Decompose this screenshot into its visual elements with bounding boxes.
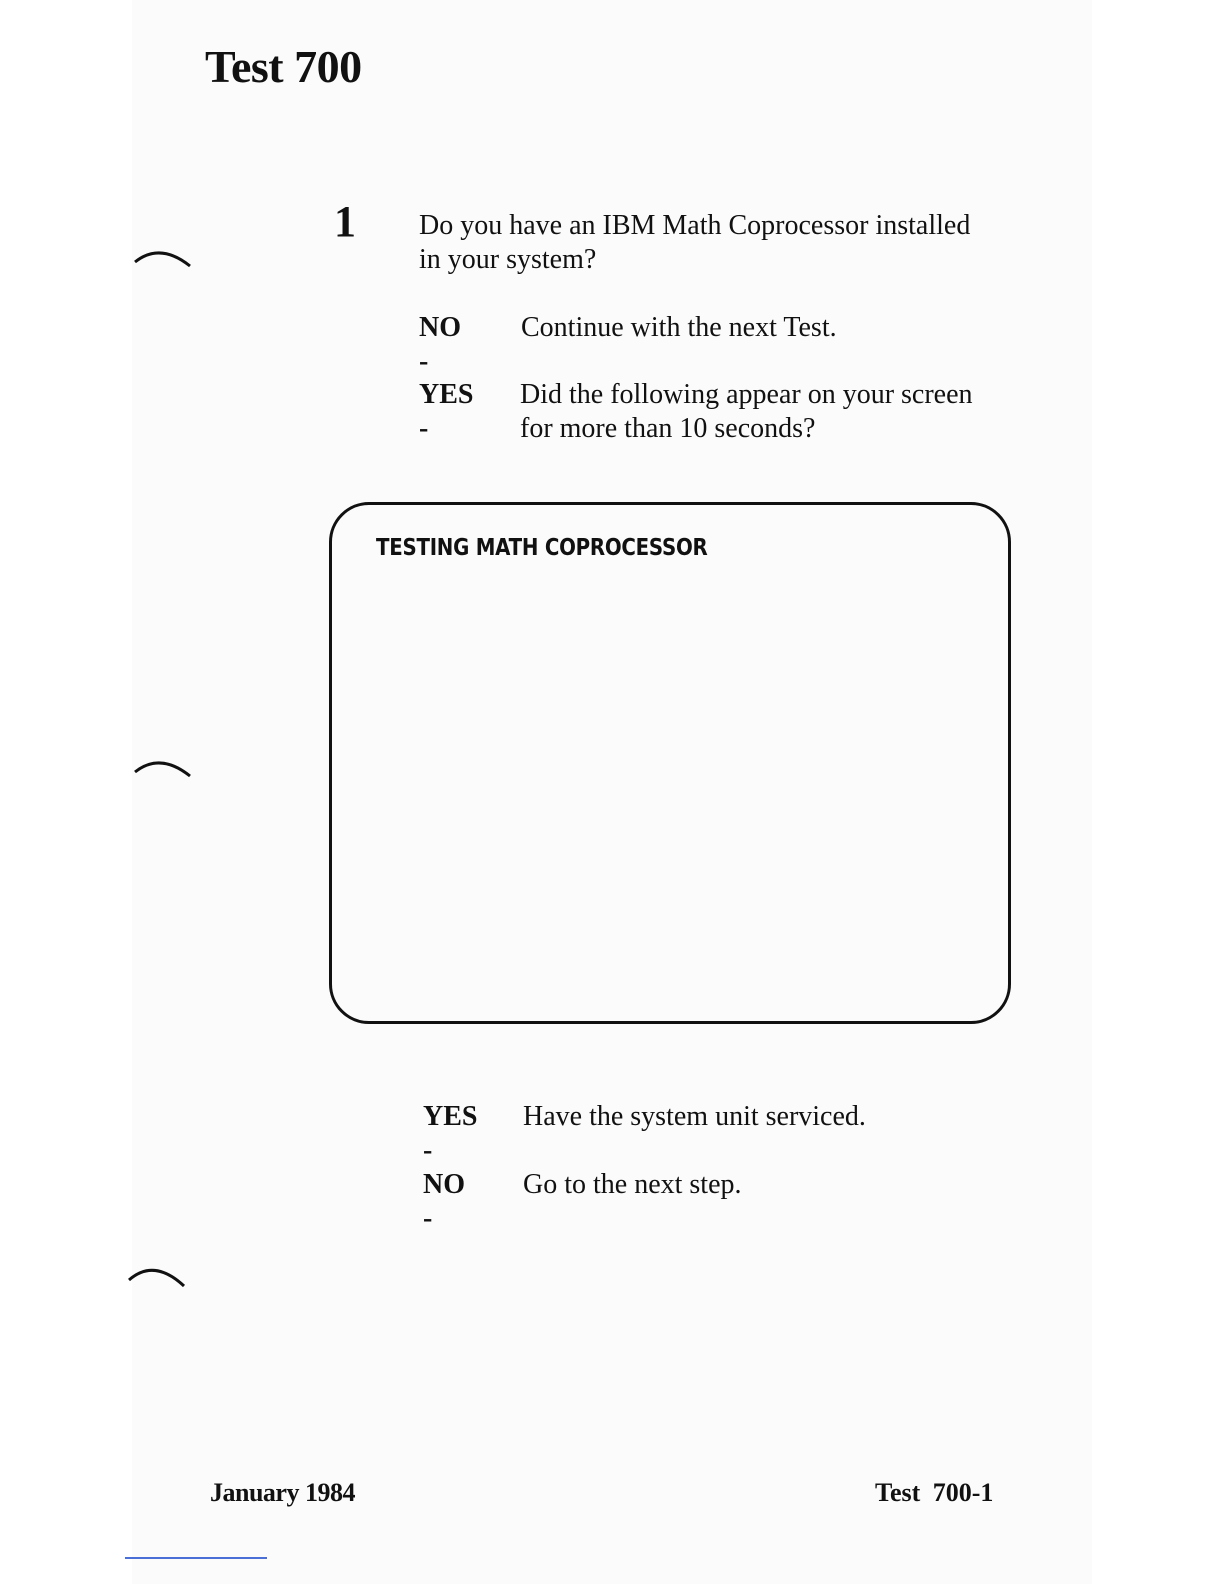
- bottom-rule: [125, 1557, 267, 1559]
- answer-key: YES -: [423, 1101, 478, 1166]
- answer-text: Have the system unit serviced.: [523, 1101, 866, 1132]
- screen-display-box: [329, 502, 1011, 1024]
- answer-text: Continue with the next Test.: [521, 312, 837, 343]
- footer-date: January 1984: [210, 1478, 355, 1507]
- answer-key: NO -: [423, 1169, 465, 1234]
- step-question: Do you have an IBM Math Coprocessor installed in your system?: [419, 210, 971, 275]
- binder-hole-mark-icon: [132, 750, 194, 780]
- screen-display-text: TESTING MATH COPROCESSOR: [376, 535, 708, 561]
- binder-hole-mark-icon: [126, 1258, 188, 1290]
- answer-key: YES -: [419, 379, 474, 444]
- answer-text: Go to the next step.: [523, 1169, 742, 1200]
- answer-text-line2: for more than 10 seconds?: [520, 413, 816, 444]
- answer-text-line1: Did the following appear on your screen: [520, 379, 973, 410]
- page-title: Test 700: [205, 41, 362, 92]
- binder-hole-mark-icon: [132, 240, 194, 270]
- answer-key: NO -: [419, 312, 461, 377]
- footer-page-label: Test 700-1: [875, 1478, 994, 1507]
- step-number: 1: [334, 197, 356, 246]
